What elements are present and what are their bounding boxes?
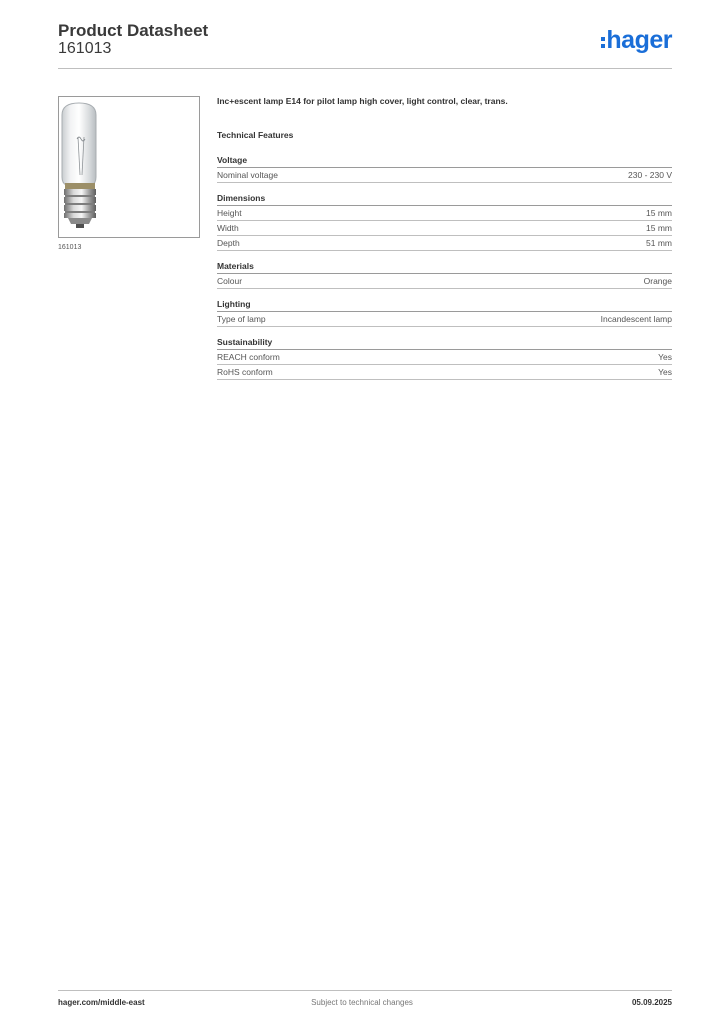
- section-title: Sustainability: [217, 337, 672, 350]
- table-row: [217, 274, 672, 289]
- section-lighting: [217, 299, 672, 327]
- section-title: Materials: [217, 261, 672, 274]
- technical-features-title: Technical Features: [217, 130, 294, 140]
- product-details: [217, 96, 672, 390]
- row-label: Height: [217, 208, 242, 218]
- row-value: Orange: [643, 276, 672, 286]
- row-value: 230 - 230 V: [628, 170, 672, 180]
- section-title: Voltage: [217, 155, 672, 168]
- row-value: Yes: [658, 367, 672, 377]
- footer-divider: [58, 990, 672, 991]
- row-label: REACH conform: [217, 352, 280, 362]
- footer-date: 05.09.2025: [631, 998, 672, 1007]
- table-row: [217, 350, 672, 365]
- row-label: Nominal voltage: [217, 170, 278, 180]
- section-title: Lighting: [217, 299, 672, 312]
- header-divider: [58, 68, 672, 69]
- row-label: Colour: [217, 276, 243, 286]
- row-label: RoHS conform: [217, 367, 273, 377]
- table-row: [217, 236, 672, 251]
- table-row: [217, 365, 672, 380]
- table-row: [217, 168, 672, 183]
- section-voltage: [217, 155, 672, 183]
- footer-notice: Subject to technical changes: [311, 998, 413, 1007]
- hager-logo: [601, 28, 672, 53]
- section-materials: [217, 261, 672, 289]
- row-value: Yes: [658, 352, 672, 362]
- row-label: Depth: [217, 238, 240, 248]
- table-row: [217, 312, 672, 327]
- section-title: Dimensions: [217, 193, 672, 206]
- table-row: [217, 221, 672, 236]
- section-sustainability: [217, 337, 672, 380]
- product-description: Inc+escent lamp E14 for pilot lamp high cover, light control, clear, trans.: [217, 96, 508, 106]
- section-dimensions: [217, 193, 672, 251]
- product-code: 161013: [58, 40, 112, 57]
- row-value: Incandescent lamp: [600, 314, 672, 324]
- row-value: 15 mm: [646, 223, 672, 233]
- page-title: Product Datasheet: [58, 21, 209, 40]
- product-image: [58, 96, 200, 238]
- table-row: [217, 206, 672, 221]
- logo-colon-icon: [601, 37, 605, 48]
- row-label: Type of lamp: [217, 314, 266, 324]
- incandescent-lamp-e14-image: [59, 97, 199, 237]
- footer-website: hager.com/middle-east: [58, 998, 145, 1007]
- image-caption: 161013: [58, 244, 82, 251]
- row-value: 15 mm: [646, 208, 672, 218]
- row-label: Width: [217, 223, 239, 233]
- logo-text: hager: [606, 26, 672, 54]
- row-value: 51 mm: [646, 238, 672, 248]
